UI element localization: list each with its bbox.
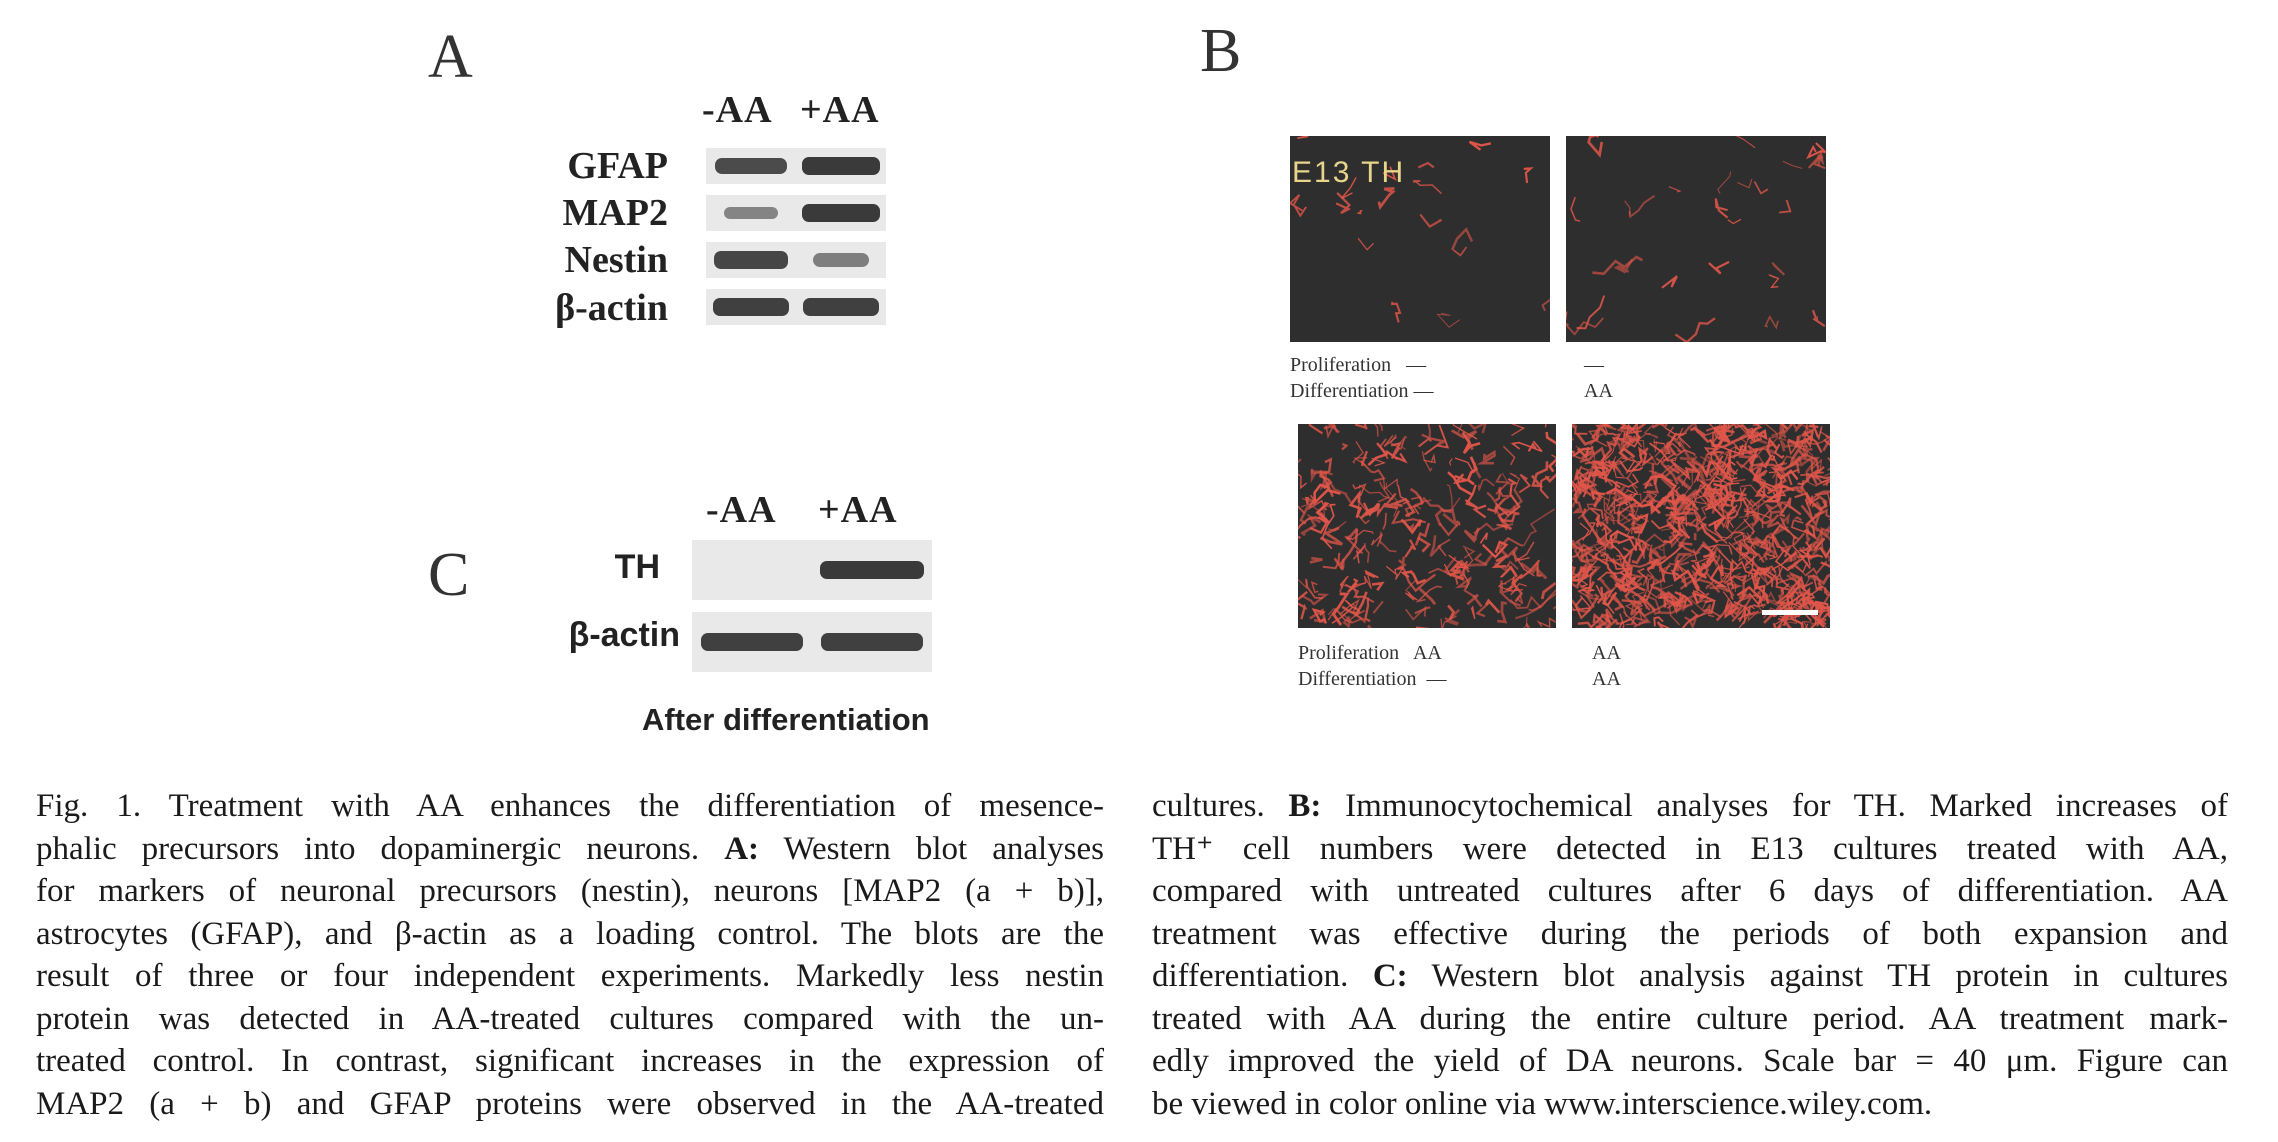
caption-text: treated with AA during the entire culture period. AA treatment mark- (1152, 1000, 2228, 1037)
stain-process (1408, 525, 1413, 529)
stain-process (1630, 196, 1655, 217)
micrograph-diff-aa (1566, 136, 1826, 342)
caption-panel-ref-b: B: (1288, 788, 1322, 824)
stain-process (1654, 439, 1657, 452)
stain-process (1736, 136, 1755, 148)
stain-process (1439, 539, 1451, 556)
stain-process (1465, 485, 1477, 508)
panel-a-label-nestin: Nestin (564, 239, 668, 281)
stain-process (1769, 275, 1779, 288)
band-nestin-minus-aa (714, 251, 789, 268)
caption-line (36, 913, 1104, 956)
caption-line (1152, 828, 2228, 871)
stain-process (1450, 459, 1453, 466)
stain-process (1420, 215, 1441, 227)
panel-a-label-map2: MAP2 (562, 192, 668, 234)
stain-process (1519, 475, 1529, 493)
label-top-right-row2: AA (1584, 380, 1613, 402)
stain-process (1538, 424, 1547, 427)
band-th-plus-aa (820, 561, 924, 579)
micrograph-diff-aa-svg (1566, 136, 1826, 342)
stain-process (1386, 566, 1403, 579)
stain-process (1305, 424, 1323, 433)
caption-text: differentiation. (1152, 958, 1373, 994)
stain-process (1470, 142, 1491, 150)
stain-process (1423, 498, 1454, 512)
scale-bar (1762, 610, 1818, 615)
stain-process (1812, 503, 1823, 515)
stain-process (1572, 425, 1587, 434)
stain-process (1405, 592, 1417, 600)
caption-text: astrocytes (GFAP), and β-actin as a loading control. The blots are the (36, 915, 1104, 952)
stain-process (1368, 454, 1387, 465)
stain-process (1755, 182, 1769, 194)
caption-line (1152, 785, 2228, 828)
stain-process (1539, 619, 1556, 627)
band-nestin-plus-aa (813, 253, 869, 266)
caption-line (36, 785, 1104, 828)
stain-process (1471, 606, 1474, 619)
stain-process (1379, 189, 1395, 208)
caption-text: result of three or four independent experiments. Markedly less nestin (36, 958, 1104, 994)
stain-process (1419, 439, 1432, 447)
stain-process (1463, 546, 1474, 558)
stain-process (1518, 617, 1527, 628)
stain-process (1709, 262, 1729, 274)
stain-process (1524, 509, 1555, 546)
stain-process (1580, 523, 1589, 540)
panel-c-letter: C (428, 541, 470, 609)
caption-right-column (1152, 785, 2228, 1125)
stain-process (1440, 521, 1461, 535)
stain-process (1358, 238, 1374, 249)
stain-process (1821, 562, 1830, 575)
stain-process (1765, 317, 1778, 328)
caption-text: Western blot analysis against TH protein in cultures (1407, 958, 2228, 994)
stain-process (1496, 474, 1508, 494)
stain-process (1368, 626, 1377, 628)
label-bottom-right-row2: AA (1592, 668, 1621, 690)
stain-process (1589, 136, 1602, 155)
stain-process (1813, 310, 1825, 326)
stain-process (1418, 163, 1434, 168)
stain-process (1669, 187, 1680, 192)
panel-a-blot-beta-actin (706, 289, 886, 325)
stain-process (1672, 437, 1690, 459)
panel-a-header-plus-aa: +AA (800, 89, 880, 131)
caption-text: Immunocytochemical analyses for TH. Marked increases of (1321, 788, 2228, 824)
panel-a-blot-nestin (706, 242, 886, 278)
stain-process (1513, 441, 1542, 451)
stain-process (1482, 452, 1495, 463)
band-gfap-minus-aa (715, 158, 788, 175)
stain-process (1532, 461, 1547, 486)
stain-process (1620, 449, 1634, 459)
micrograph-prolif-diff-aa-svg (1572, 424, 1830, 628)
stain-process (1453, 247, 1466, 255)
caption-line (36, 955, 1104, 998)
stain-process (1392, 302, 1400, 323)
caption-panel-ref-c: C: (1372, 958, 1408, 994)
stain-process (1772, 263, 1784, 275)
stain-process (1342, 444, 1346, 450)
band-map2-minus-aa (724, 207, 778, 220)
caption-text: be viewed in color online via www.interscience.wiley.com. (1152, 1085, 1933, 1122)
stain-process (1372, 583, 1382, 590)
panel-c-footer: After differentiation (642, 702, 930, 737)
stain-process (1795, 517, 1802, 520)
stain-process (1476, 554, 1488, 565)
panel-a-label-beta-actin: β-actin (555, 287, 668, 329)
stain-process (1310, 558, 1322, 562)
band-actin-plus-aa (803, 298, 879, 316)
caption-text: TH⁺ cell numbers were detected in E13 cultures treated with AA, (1152, 830, 2228, 867)
stain-process (1298, 462, 1307, 488)
stain-process (1592, 257, 1642, 274)
caption-line (36, 870, 1104, 913)
stain-process (1566, 318, 1603, 334)
label-bottom-left-row2: Differentiation — (1298, 668, 1447, 690)
caption-text: cultures. (1152, 788, 1289, 824)
stain-process (1405, 540, 1415, 558)
stain-process (1479, 479, 1495, 490)
stain-process (1438, 313, 1460, 327)
caption-line (36, 1040, 1104, 1083)
panel-c-header-minus-aa: -AA (706, 489, 777, 531)
stain-process (1616, 608, 1642, 624)
stain-process (1577, 523, 1595, 542)
panel-b-letter: B (1200, 17, 1242, 85)
micrograph-prolif-aa-svg (1298, 424, 1556, 628)
stain-process (1625, 201, 1630, 215)
stain-process (1436, 510, 1455, 526)
stain-process (1465, 528, 1479, 541)
caption-text: phalic precursors into dopaminergic neurons. (36, 830, 725, 867)
caption-text: Western blot analyses (759, 830, 1104, 867)
caption-panel-ref-a: A: (724, 830, 760, 867)
stain-process (1448, 472, 1472, 494)
panel-a-label-gfap: GFAP (567, 145, 668, 187)
caption-left-column (36, 785, 1104, 1125)
caption-text: treated control. In contrast, significant increases in the expression of (36, 1043, 1104, 1079)
stain-process (1524, 168, 1531, 183)
caption-line (36, 1083, 1104, 1126)
band-c-actin-minus-aa (701, 633, 803, 651)
stain-process (1690, 427, 1708, 442)
stain-process (1728, 219, 1741, 223)
label-bottom-left-row1: Proliferation AA (1298, 642, 1442, 664)
stain-process (1331, 484, 1351, 502)
caption-text: edly improved the yield of DA neurons. Scale bar = 40 μm. Figure can (1152, 1043, 2228, 1079)
panel-c-label-th: TH (614, 548, 660, 586)
micrograph-prolif-diff-aa (1572, 424, 1830, 628)
stain-process (1508, 538, 1523, 545)
panel-a-header-minus-aa: -AA (702, 89, 773, 131)
caption-text: Fig. 1. Treatment with AA enhances the differentiation of mesence- (36, 788, 1104, 824)
label-top-right-row1: — (1584, 354, 1604, 376)
micrograph-e13-th-label: E13 TH (1292, 156, 1406, 189)
caption-line (1152, 913, 2228, 956)
stain-process (1783, 161, 1802, 168)
stain-process (1384, 478, 1398, 489)
label-top-left-row1: Proliferation — (1290, 354, 1427, 376)
stain-process (1290, 195, 1306, 216)
stain-process (1571, 197, 1580, 221)
stain-process (1779, 200, 1790, 213)
stain-process (1396, 453, 1406, 461)
stain-process (1355, 424, 1367, 429)
stain-process (1737, 179, 1752, 188)
stain-process (1411, 489, 1424, 503)
band-c-actin-plus-aa (821, 633, 923, 651)
stain-process (1500, 512, 1520, 522)
panel-c-blot-th (692, 540, 932, 600)
panel-a-blot-map2 (706, 195, 886, 231)
stain-process (1808, 143, 1826, 157)
stain-process (1475, 462, 1481, 478)
stain-process (1503, 446, 1514, 465)
stain-process (1298, 576, 1307, 588)
stain-process (1447, 485, 1460, 509)
stain-process (1481, 533, 1488, 543)
panel-c-label-beta-actin: β-actin (568, 616, 680, 654)
stain-process (1664, 424, 1678, 428)
stain-process (1413, 181, 1442, 194)
stain-process (1428, 424, 1439, 437)
stain-process (1328, 521, 1346, 531)
stain-process (1553, 604, 1556, 611)
caption-line (1152, 870, 2228, 913)
panel-a-letter: A (428, 23, 473, 91)
caption-line (1152, 1083, 2228, 1126)
label-top-left-row2: Differentiation — (1290, 380, 1434, 402)
micrograph-prolif-aa (1298, 424, 1556, 628)
stain-process (1358, 210, 1362, 214)
stain-process (1718, 172, 1731, 194)
stain-process (1577, 296, 1605, 329)
stain-process (1794, 534, 1804, 546)
stain-process (1422, 435, 1445, 446)
band-map2-plus-aa (802, 204, 880, 222)
stain-process (1418, 538, 1429, 552)
caption-line (1152, 1040, 2228, 1083)
caption-text: for markers of neuronal precursors (nestin), neurons [MAP2 (a + b)], (36, 873, 1104, 909)
stain-process (1526, 624, 1534, 628)
stain-process (1373, 601, 1383, 613)
band-gfap-plus-aa (802, 157, 880, 175)
stain-process (1315, 485, 1341, 503)
stain-process (1828, 455, 1830, 470)
stain-process (1590, 508, 1603, 519)
stain-process (1543, 296, 1550, 311)
stain-process (1734, 533, 1744, 562)
label-bottom-right-row1: AA (1592, 642, 1621, 664)
stain-process (1370, 424, 1382, 437)
stain-process (1675, 318, 1715, 342)
stain-process (1383, 513, 1386, 530)
stain-process (1297, 136, 1308, 138)
caption-text: treatment was effective during the periods of both expansion and (1152, 915, 2228, 952)
stain-process (1662, 276, 1677, 288)
caption-text: protein was detected in AA-treated cultures compared with the un- (36, 1000, 1104, 1037)
panel-a-blot-gfap (706, 148, 886, 184)
stain-process (1365, 598, 1370, 622)
stain-process (1467, 595, 1481, 607)
stain-process (1512, 424, 1524, 436)
caption-line (36, 828, 1104, 871)
stain-process (1731, 475, 1734, 477)
caption-text: MAP2 (a + b) and GFAP proteins were observed in the AA-treated (36, 1085, 1104, 1122)
caption-text: compared with untreated cultures after 6 days of differentiation. AA (1152, 873, 2228, 909)
caption-line (1152, 955, 2228, 998)
stain-process (1716, 199, 1728, 218)
panel-c-header-plus-aa: +AA (818, 489, 898, 531)
stain-process (1455, 474, 1467, 482)
panel-c-blot-beta-actin (692, 612, 932, 672)
band-actin-minus-aa (713, 298, 789, 316)
stain-process (1365, 543, 1369, 563)
stain-process (1779, 588, 1782, 598)
caption-line (36, 998, 1104, 1041)
caption-line (1152, 998, 2228, 1041)
stain-process (1452, 229, 1472, 250)
stain-process (1312, 582, 1319, 592)
